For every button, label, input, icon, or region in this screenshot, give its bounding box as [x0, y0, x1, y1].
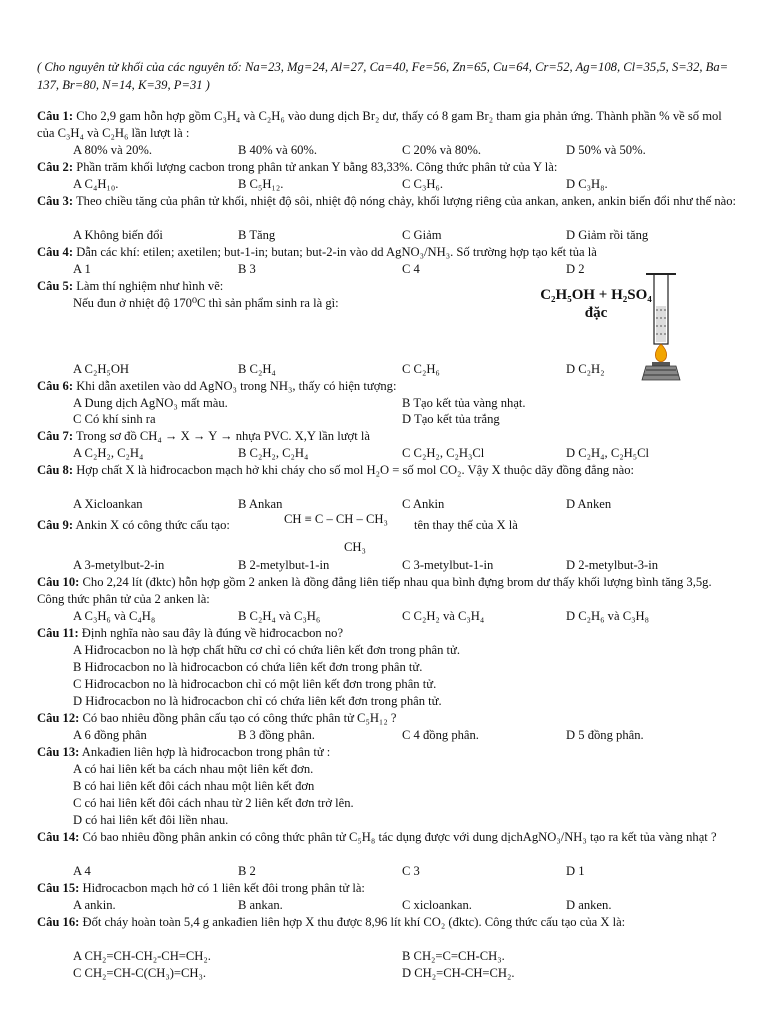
question-4: Câu 4: Dẫn các khí: etilen; axetilen; but-1-in; butan; but-2-in vào dd AgNO₃/NH₃. Số trường hợp tạo kết tủa là	[37, 245, 597, 259]
question-9: Câu 9: Ankin X có công thức cấu tạo:	[37, 518, 230, 532]
option-c[interactable]: C 4	[402, 262, 420, 276]
question-15: Câu 15: Hiđrocacbon mạch hở có 1 liên kết đôi trong phân tử là:	[37, 881, 365, 895]
option-a[interactable]: A Không biến đổi	[73, 228, 163, 242]
option-b[interactable]: B C₂H₄	[238, 362, 276, 376]
option-c[interactable]: C Hiđrocacbon no là hiđrocacbon chỉ có một liên kết đơn trong phân tử.	[73, 677, 437, 691]
question-14: Câu 14: Có bao nhiêu đồng phân ankin có công thức phân tử C₅H₈ tác dụng được với dung dịchAgNO₃/NH₃ tạo ra kết tủa vàng nhạt ?	[37, 830, 717, 844]
option-c[interactable]: C Giảm	[402, 228, 442, 242]
option-d[interactable]: D 2-metylbut-3-in	[566, 558, 658, 572]
option-b[interactable]: B ankan.	[238, 898, 283, 912]
option-b[interactable]: B Tăng	[238, 228, 276, 242]
option-a[interactable]: A C₂H₅OH	[73, 362, 130, 376]
option-c[interactable]: C 20% và 80%.	[402, 143, 482, 157]
question-12: Câu 12: Có bao nhiêu đồng phân cấu tạo có công thức phân tử C₅H₁₂ ?	[37, 711, 397, 725]
option-c[interactable]: C có hai liên kết đôi cách nhau từ 2 liên kết đơn trở lên.	[73, 796, 354, 810]
flame-icon	[655, 344, 666, 362]
atomic-mass-note: ( Cho nguyên tử khối của các nguyên tố: Na=23, Mg=24, Al=27, Ca=40, Fe=56, Zn=65, Cu=64, Cr=52, Ag=108, Cl=35,5, S=32, Ba= 137, Br=80, N=14, K=39, P=31 )	[37, 60, 729, 92]
option-c[interactable]: C xicloankan.	[402, 898, 472, 912]
option-a[interactable]: A Dung dịch AgNO₃ mất màu.	[73, 396, 228, 410]
option-d[interactable]: D CH₂=CH-CH=CH₂.	[402, 966, 515, 980]
question-2: Câu 2: Phần trăm khối lượng cacbon trong phân tử ankan Y bằng 83,33%. Công thức phân tử của Y là:	[37, 160, 558, 174]
lab-apparatus-figure	[520, 270, 720, 390]
option-d[interactable]: D Hiđrocacbon no là hiđrocacbon chỉ có chứa liên kết đơn trong phân tử.	[73, 694, 442, 708]
question-5: Câu 5: Làm thí nghiệm như hình vẽ:	[37, 279, 224, 293]
question-10: Câu 10: Cho 2,24 lít (đktc) hỗn hợp gồm 2 anken là đồng đẳng liên tiếp nhau qua bình đựng brom dư thấy khối lượng bình tăng 3,5g. Công thức phân tử của 2 anken là:	[37, 575, 712, 606]
question-16: Câu 16: Đốt cháy hoàn toàn 5,4 g ankađien liên hợp X thu được 8,96 lít khí CO₂ (đktc). Công thức cấu tạo của X là:	[37, 915, 626, 929]
option-a[interactable]: A Xicloankan	[73, 497, 143, 511]
option-c[interactable]: C C₂H₆	[402, 362, 440, 376]
option-a[interactable]: A CH₂=CH-CH₂-CH=CH₂.	[73, 949, 211, 963]
option-a[interactable]: A ankin.	[73, 898, 116, 912]
option-d[interactable]: D C₃H₈.	[566, 177, 608, 191]
option-b[interactable]: B Tạo kết tủa vàng nhạt.	[402, 396, 526, 410]
question-8: Câu 8: Hợp chất X là hiđrocacbon mạch hở khi cháy cho số mol H₂O = số mol CO₂. Vậy X thuộc dãy đồng đẳng nào:	[37, 463, 634, 477]
option-d[interactable]: D Anken	[566, 497, 612, 511]
option-d[interactable]: D 1	[566, 864, 585, 878]
option-b[interactable]: B C₂H₂, C₂H₄	[238, 446, 309, 460]
option-c[interactable]: C 3	[402, 864, 420, 878]
option-d[interactable]: D 50% và 50%.	[566, 143, 646, 157]
reaction-label: C₂H₅OH + H₂SO₄ đặc	[540, 287, 652, 321]
test-tube-icon	[646, 274, 676, 344]
option-c[interactable]: C 3-metylbut-1-in	[402, 558, 494, 572]
option-c[interactable]: C C₃H₆.	[402, 177, 443, 191]
option-a[interactable]: A C₂H₂, C₂H₄	[73, 446, 144, 460]
option-c[interactable]: C Có khí sinh ra	[73, 412, 156, 426]
option-b[interactable]: B 2-metylbut-1-in	[238, 558, 330, 572]
option-b[interactable]: B CH₂=C=CH-CH₃.	[402, 949, 505, 963]
option-b[interactable]: B Hiđrocacbon no là hiđrocacbon có chứa liên kết đơn trong phân tử.	[73, 660, 423, 674]
option-c[interactable]: C C₂H₂ và C₃H₄	[402, 609, 485, 623]
option-b[interactable]: B 3 đồng phân.	[238, 728, 315, 742]
question-9-tail: tên thay thế của X là	[414, 518, 518, 532]
option-d[interactable]: D có hai liên kết đôi liền nhau.	[73, 813, 229, 827]
option-a[interactable]: A Hiđrocacbon no là hợp chất hữu cơ chỉ có chứa liên kết đơn trong phân tử.	[73, 643, 461, 657]
option-d[interactable]: D C₂H₆ và C₃H₈	[566, 609, 649, 623]
question-7: Câu 7: Trong sơ đồ CH₄ → X → Y → nhựa PVC. X,Y lần lượt là	[37, 429, 370, 443]
option-d[interactable]: D 5 đồng phân.	[566, 728, 644, 742]
option-c[interactable]: C C₂H₂, C₂H₃Cl	[402, 446, 485, 460]
option-c[interactable]: C 4 đồng phân.	[402, 728, 479, 742]
structural-formula: CH ≡ C – CH – CH₃ CH₃	[284, 512, 388, 554]
option-a[interactable]: A có hai liên kết ba cách nhau một liên kết đơn.	[73, 762, 314, 776]
option-d[interactable]: D anken.	[566, 898, 612, 912]
option-d[interactable]: D C₂H₄, C₂H₅Cl	[566, 446, 649, 460]
option-b[interactable]: B C₅H₁₂.	[238, 177, 284, 191]
option-b[interactable]: B C₂H₄ và C₃H₆	[238, 609, 321, 623]
question-5-sub: Nếu đun ở nhiệt độ 170⁰C thì sản phẩm sinh ra là gì:	[73, 296, 339, 310]
option-a[interactable]: A 4	[73, 864, 91, 878]
option-b[interactable]: B 40% và 60%.	[238, 143, 318, 157]
option-b[interactable]: B Ankan	[238, 497, 283, 511]
option-a[interactable]: A C₄H₁₀.	[73, 177, 119, 191]
option-b[interactable]: B có hai liên kết đôi cách nhau một liên kết đơn	[73, 779, 315, 793]
question-13: Câu 13: Ankađien liên hợp là hiđrocacbon trong phân tử :	[37, 745, 331, 759]
option-d[interactable]: D C₂H₂	[566, 362, 605, 376]
option-d[interactable]: D Giảm rồi tăng	[566, 228, 649, 242]
option-a[interactable]: A 3-metylbut-2-in	[73, 558, 165, 572]
option-b[interactable]: B 3	[238, 262, 256, 276]
option-a[interactable]: A 1	[73, 262, 91, 276]
option-c[interactable]: C Ankin	[402, 497, 445, 511]
question-11: Câu 11: Định nghĩa nào sau đây là đúng về hiđrocacbon no?	[37, 626, 344, 640]
option-c[interactable]: C CH₂=CH-C(CH₃)=CH₃.	[73, 966, 207, 980]
question-3: Câu 3: Theo chiều tăng của phân tử khối, nhiệt độ sôi, nhiệt độ nóng chảy, khối lượng riêng của ankan, anken, ankin biến đổi như thế nào:	[37, 194, 737, 208]
option-d[interactable]: D 2	[566, 262, 585, 276]
question-6: Câu 6: Khi dẫn axetilen vào dd AgNO₃ trong NH₃, thấy có hiện tượng:	[37, 379, 397, 393]
question-1: Câu 1: Cho 2,9 gam hỗn hợp gồm C₃H₄ và C₂H₆ vào dung dịch Br₂ dư, thấy có 8 gam Br₂ tham gia phản ứng. Thành phần % về số mol của C₃H₄ và C₂H₆ lần lượt là :	[37, 109, 722, 140]
option-a[interactable]: A 80% và 20%.	[73, 143, 153, 157]
option-d[interactable]: D Tạo kết tủa trắng	[402, 412, 500, 426]
option-a[interactable]: A 6 đồng phân	[73, 728, 147, 742]
option-a[interactable]: A C₃H₆ và C₄H₈	[73, 609, 156, 623]
option-b[interactable]: B 2	[238, 864, 256, 878]
